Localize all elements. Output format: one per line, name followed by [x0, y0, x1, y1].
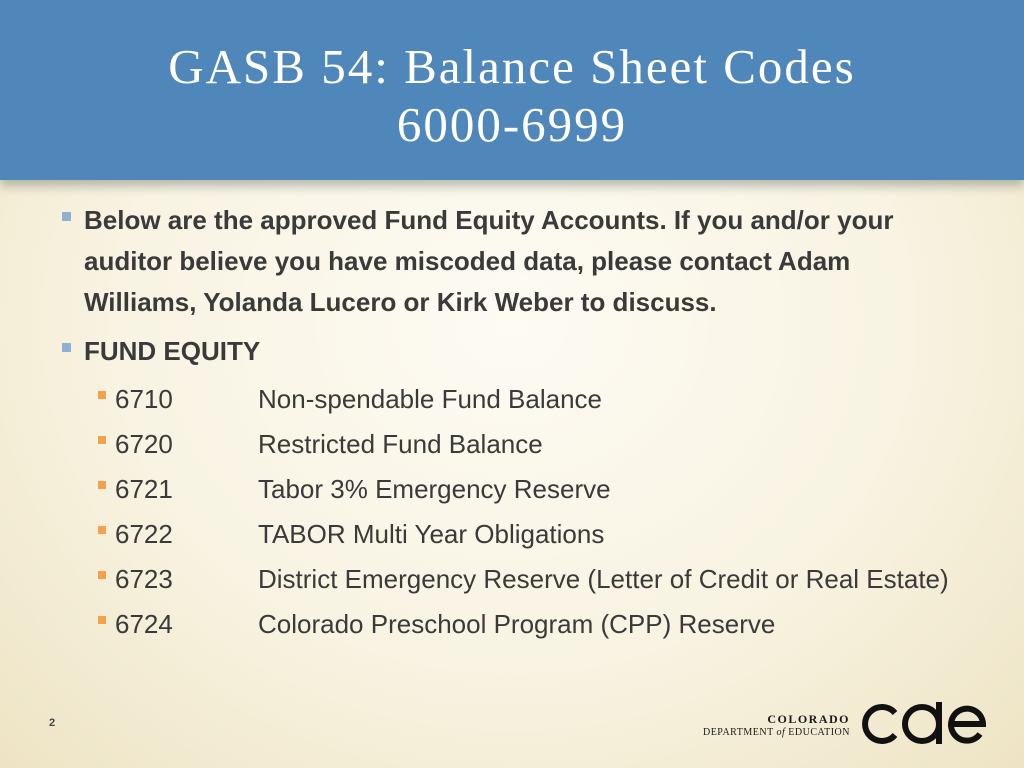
- logo-line1: COLORADO: [767, 712, 850, 726]
- account-label: Non-spendable Fund Balance: [258, 384, 603, 414]
- slide-title: [0, 38, 1024, 154]
- account-item: [98, 560, 960, 598]
- page-number: 2: [49, 717, 56, 729]
- intro-bullet: [60, 200, 960, 323]
- account-code: 6723: [115, 564, 173, 594]
- account-code: 6724: [115, 609, 173, 639]
- square-bullet-icon: [98, 391, 106, 399]
- account-item: [98, 380, 960, 418]
- square-bullet-icon: [98, 616, 106, 624]
- slide-title-line1: GASB 54: Balance Sheet Codes: [168, 39, 856, 94]
- slide-title-line2: 6000-6999: [396, 97, 628, 152]
- account-item: [98, 605, 960, 643]
- account-item: [98, 425, 960, 463]
- title-band: [0, 0, 1024, 180]
- square-bullet-icon: [98, 436, 106, 444]
- square-bullet-icon: [98, 571, 106, 579]
- section-heading-text: FUND EQUITY: [84, 336, 261, 366]
- account-label: TABOR Multi Year Obligations: [258, 519, 605, 549]
- square-bullet-icon: [98, 526, 106, 534]
- logo-line2-of: of: [776, 727, 786, 738]
- cde-logo: [690, 700, 990, 748]
- square-bullet-icon: [98, 481, 106, 489]
- logo-line2-prefix: DEPARTMENT: [702, 727, 774, 738]
- logo-text: [703, 712, 850, 740]
- account-code: 6722: [115, 519, 173, 549]
- account-code: 6721: [115, 474, 173, 504]
- account-label: District Emergency Reserve (Letter of Credit or Real Estate): [258, 564, 949, 594]
- account-label: Colorado Preschool Program (CPP) Reserve: [258, 609, 776, 639]
- account-item: [98, 515, 960, 553]
- logo-line2-suffix: EDUCATION: [788, 727, 850, 738]
- account-label: Restricted Fund Balance: [258, 429, 543, 459]
- cde-mark-icon: [862, 700, 986, 746]
- square-bullet-icon: [62, 343, 71, 352]
- logo-line2: [703, 726, 850, 740]
- account-item: [98, 470, 960, 508]
- account-label: Tabor 3% Emergency Reserve: [258, 474, 611, 504]
- fund-equity-heading: [60, 331, 960, 372]
- intro-text: Below are the approved Fund Equity Accounts. If you and/or your auditor believe you have miscoded data, please contact Adam Williams, Yolanda Lucero or Kirk Weber to discuss.: [84, 205, 894, 317]
- account-code: 6710: [115, 384, 173, 414]
- account-code: 6720: [115, 429, 173, 459]
- square-bullet-icon: [62, 212, 71, 221]
- slide-content: [60, 200, 960, 650]
